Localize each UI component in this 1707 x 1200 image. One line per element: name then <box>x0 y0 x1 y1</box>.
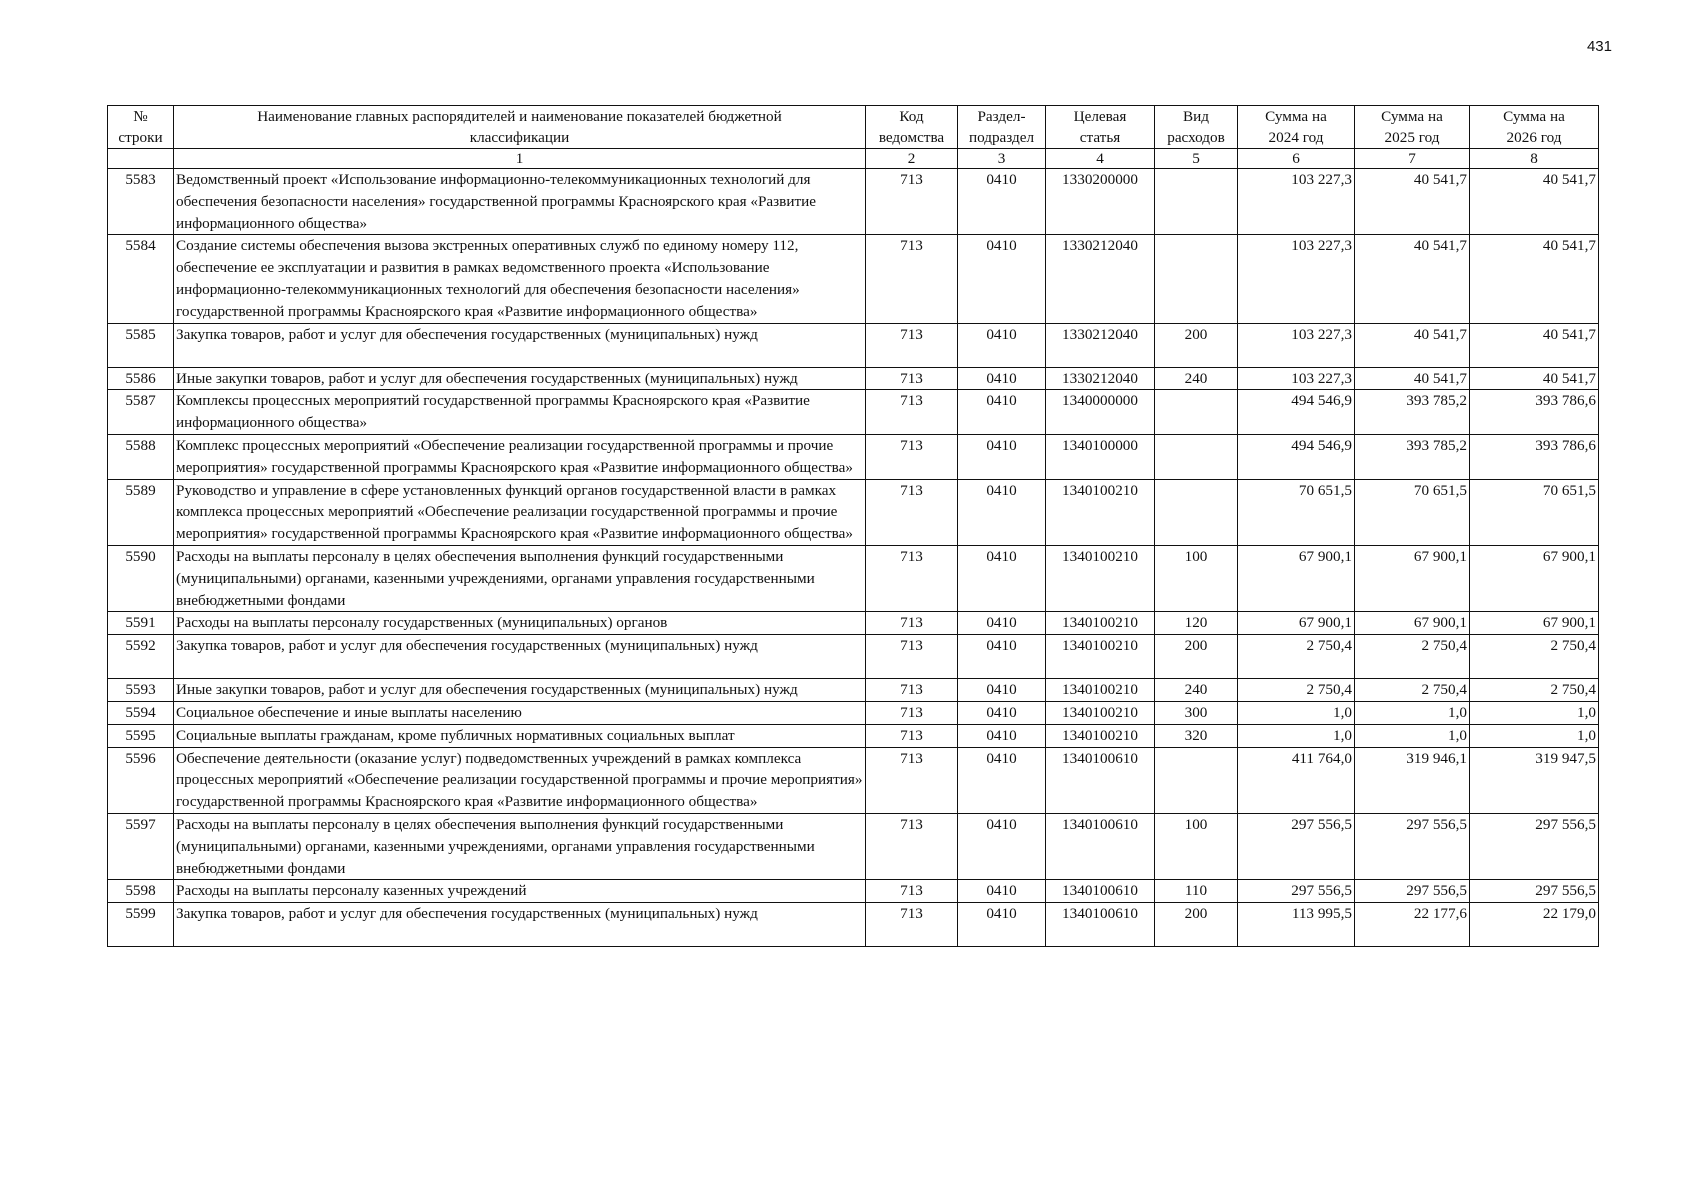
column-number: 7 <box>1355 149 1470 169</box>
dept-code: 713 <box>866 679 958 702</box>
target-code: 1340100210 <box>1046 679 1155 702</box>
table-row <box>108 479 1599 545</box>
section-code: 0410 <box>958 235 1046 323</box>
expense-type <box>1155 747 1238 813</box>
section-code: 0410 <box>958 724 1046 747</box>
row-number: 5596 <box>108 747 174 813</box>
row-number: 5591 <box>108 612 174 635</box>
table-header <box>108 106 1599 169</box>
sum-2026: 40 541,7 <box>1470 367 1599 390</box>
sum-2025: 2 750,4 <box>1355 635 1470 679</box>
table-row <box>108 434 1599 479</box>
column-number: 1 <box>174 149 866 169</box>
sum-2024: 411 764,0 <box>1238 747 1355 813</box>
dept-code: 713 <box>866 701 958 724</box>
sum-2025: 70 651,5 <box>1355 479 1470 545</box>
sum-2026: 40 541,7 <box>1470 323 1599 367</box>
header-line: классификации <box>469 129 570 146</box>
row-number: 5598 <box>108 880 174 903</box>
target-code: 1340100210 <box>1046 545 1155 611</box>
sum-2025: 67 900,1 <box>1355 545 1470 611</box>
dept-code: 713 <box>866 390 958 435</box>
expense-type <box>1155 235 1238 323</box>
expense-type: 110 <box>1155 880 1238 903</box>
header-dept-code <box>866 106 958 149</box>
sum-2026: 67 900,1 <box>1470 612 1599 635</box>
section-code: 0410 <box>958 545 1046 611</box>
row-number: 5588 <box>108 434 174 479</box>
sum-2024: 2 750,4 <box>1238 679 1355 702</box>
sum-2025: 319 946,1 <box>1355 747 1470 813</box>
row-number: 5597 <box>108 813 174 879</box>
section-code: 0410 <box>958 679 1046 702</box>
expense-type <box>1155 169 1238 235</box>
row-number: 5593 <box>108 679 174 702</box>
sum-2025: 22 177,6 <box>1355 903 1470 947</box>
column-number: 5 <box>1155 149 1238 169</box>
row-name: Руководство и управление в сфере установленных функций органов государственной власти в рамках комплекса процессных мероприятий «Обеспечение реализации государственной программы и прочие мероприятия» государственной программы Красноярского края «Развитие информационного общества» <box>174 479 866 545</box>
dept-code: 713 <box>866 612 958 635</box>
sum-2024: 70 651,5 <box>1238 479 1355 545</box>
target-code: 1340100000 <box>1046 434 1155 479</box>
column-number-row <box>108 149 1599 169</box>
sum-2026: 67 900,1 <box>1470 545 1599 611</box>
header-line: Целевая <box>1073 108 1127 125</box>
sum-2024: 103 227,3 <box>1238 323 1355 367</box>
sum-2026: 1,0 <box>1470 701 1599 724</box>
sum-2025: 1,0 <box>1355 701 1470 724</box>
row-name: Социальное обеспечение и иные выплаты населению <box>174 701 866 724</box>
expense-type: 240 <box>1155 679 1238 702</box>
header-line: строки <box>118 129 163 146</box>
header-sum-2024 <box>1238 106 1355 149</box>
row-name: Расходы на выплаты персоналу в целях обеспечения выполнения функций государственными (муниципальными) органами, казенными учреждениями, органами управления государственными внебюджетными фондами <box>174 813 866 879</box>
target-code: 1340100210 <box>1046 724 1155 747</box>
section-code: 0410 <box>958 612 1046 635</box>
row-name: Закупка товаров, работ и услуг для обеспечения государственных (муниципальных) нужд <box>174 323 866 367</box>
header-line: № <box>133 108 148 125</box>
sum-2024: 103 227,3 <box>1238 169 1355 235</box>
target-code: 1340100210 <box>1046 612 1155 635</box>
sum-2025: 393 785,2 <box>1355 390 1470 435</box>
table-row <box>108 903 1599 947</box>
header-line: ведомства <box>878 129 945 146</box>
header-line: 2026 год <box>1506 129 1562 146</box>
row-number: 5585 <box>108 323 174 367</box>
section-code: 0410 <box>958 813 1046 879</box>
row-number: 5592 <box>108 635 174 679</box>
section-code: 0410 <box>958 390 1046 435</box>
table-row <box>108 724 1599 747</box>
sum-2025: 40 541,7 <box>1355 235 1470 323</box>
target-code: 1340000000 <box>1046 390 1155 435</box>
sum-2024: 494 546,9 <box>1238 390 1355 435</box>
table-row <box>108 612 1599 635</box>
sum-2024: 113 995,5 <box>1238 903 1355 947</box>
sum-2025: 2 750,4 <box>1355 679 1470 702</box>
sum-2026: 40 541,7 <box>1470 169 1599 235</box>
sum-2026: 1,0 <box>1470 724 1599 747</box>
expense-type: 200 <box>1155 635 1238 679</box>
header-row-number <box>108 106 174 149</box>
expense-type: 100 <box>1155 545 1238 611</box>
budget-table <box>107 105 1599 947</box>
section-code: 0410 <box>958 169 1046 235</box>
column-number: 2 <box>866 149 958 169</box>
header-target <box>1046 106 1155 149</box>
row-name: Расходы на выплаты персоналу государственных (муниципальных) органов <box>174 612 866 635</box>
target-code: 1330212040 <box>1046 235 1155 323</box>
row-name: Ведомственный проект «Использование информационно-телекоммуникационных технологий для обеспечения безопасности населения» государственной программы Красноярского края «Развитие информационного общества» <box>174 169 866 235</box>
sum-2026: 297 556,5 <box>1470 813 1599 879</box>
sum-2024: 297 556,5 <box>1238 813 1355 879</box>
expense-type: 120 <box>1155 612 1238 635</box>
header-section <box>958 106 1046 149</box>
row-number: 5586 <box>108 367 174 390</box>
table-row <box>108 813 1599 879</box>
dept-code: 713 <box>866 434 958 479</box>
section-code: 0410 <box>958 323 1046 367</box>
target-code: 1340100210 <box>1046 701 1155 724</box>
sum-2024: 1,0 <box>1238 701 1355 724</box>
target-code: 1330212040 <box>1046 367 1155 390</box>
target-code: 1340100610 <box>1046 813 1155 879</box>
section-code: 0410 <box>958 479 1046 545</box>
target-code: 1340100610 <box>1046 880 1155 903</box>
header-line: Вид <box>1183 108 1209 125</box>
sum-2025: 297 556,5 <box>1355 813 1470 879</box>
dept-code: 713 <box>866 903 958 947</box>
dept-code: 713 <box>866 747 958 813</box>
header-line: Сумма на <box>1503 108 1565 125</box>
section-code: 0410 <box>958 635 1046 679</box>
section-code: 0410 <box>958 903 1046 947</box>
section-code: 0410 <box>958 701 1046 724</box>
dept-code: 713 <box>866 169 958 235</box>
dept-code: 713 <box>866 479 958 545</box>
expense-type: 240 <box>1155 367 1238 390</box>
target-code: 1340100210 <box>1046 479 1155 545</box>
sum-2026: 393 786,6 <box>1470 434 1599 479</box>
expense-type: 200 <box>1155 323 1238 367</box>
expense-type <box>1155 434 1238 479</box>
sum-2024: 2 750,4 <box>1238 635 1355 679</box>
header-line: расходов <box>1167 129 1225 146</box>
sum-2024: 494 546,9 <box>1238 434 1355 479</box>
dept-code: 713 <box>866 880 958 903</box>
sum-2024: 297 556,5 <box>1238 880 1355 903</box>
page-number: 431 <box>1586 38 1612 55</box>
expense-type <box>1155 479 1238 545</box>
dept-code: 713 <box>866 323 958 367</box>
sum-2024: 103 227,3 <box>1238 367 1355 390</box>
table-row <box>108 880 1599 903</box>
table-row <box>108 235 1599 323</box>
column-number: 6 <box>1238 149 1355 169</box>
row-name: Комплексы процессных мероприятий государственной программы Красноярского края «Развитие информационного общества» <box>174 390 866 435</box>
sum-2025: 40 541,7 <box>1355 169 1470 235</box>
row-number: 5589 <box>108 479 174 545</box>
dept-code: 713 <box>866 813 958 879</box>
dept-code: 713 <box>866 367 958 390</box>
section-code: 0410 <box>958 367 1046 390</box>
row-name: Комплекс процессных мероприятий «Обеспечение реализации государственной программы и прочие мероприятия» государственной программы Красноярского края «Развитие информационного общества» <box>174 434 866 479</box>
section-code: 0410 <box>958 880 1046 903</box>
header-line: 2025 год <box>1384 129 1440 146</box>
header-line: Сумма на <box>1265 108 1327 125</box>
sum-2024: 67 900,1 <box>1238 545 1355 611</box>
sum-2026: 70 651,5 <box>1470 479 1599 545</box>
table-row <box>108 635 1599 679</box>
sum-2024: 67 900,1 <box>1238 612 1355 635</box>
table-row <box>108 545 1599 611</box>
row-name: Расходы на выплаты персоналу в целях обеспечения выполнения функций государственными (муниципальными) органами, казенными учреждениями, органами управления государственными внебюджетными фондами <box>174 545 866 611</box>
header-line: Наименование главных распорядителей и наименование показателей бюджетной <box>257 108 782 125</box>
header-expense-type <box>1155 106 1238 149</box>
expense-type: 320 <box>1155 724 1238 747</box>
row-number: 5599 <box>108 903 174 947</box>
sum-2026: 2 750,4 <box>1470 679 1599 702</box>
table-row <box>108 323 1599 367</box>
dept-code: 713 <box>866 724 958 747</box>
sum-2025: 67 900,1 <box>1355 612 1470 635</box>
sum-2025: 393 785,2 <box>1355 434 1470 479</box>
row-name: Закупка товаров, работ и услуг для обеспечения государственных (муниципальных) нужд <box>174 635 866 679</box>
row-number: 5594 <box>108 701 174 724</box>
target-code: 1330200000 <box>1046 169 1155 235</box>
row-name: Иные закупки товаров, работ и услуг для обеспечения государственных (муниципальных) нужд <box>174 679 866 702</box>
sum-2026: 393 786,6 <box>1470 390 1599 435</box>
row-name: Закупка товаров, работ и услуг для обеспечения государственных (муниципальных) нужд <box>174 903 866 947</box>
table-row <box>108 367 1599 390</box>
sum-2024: 1,0 <box>1238 724 1355 747</box>
target-code: 1340100210 <box>1046 635 1155 679</box>
expense-type <box>1155 390 1238 435</box>
header-sum-2026 <box>1470 106 1599 149</box>
table-body <box>108 169 1599 947</box>
row-number: 5584 <box>108 235 174 323</box>
sum-2026: 297 556,5 <box>1470 880 1599 903</box>
table-row <box>108 701 1599 724</box>
sum-2025: 40 541,7 <box>1355 323 1470 367</box>
sum-2025: 297 556,5 <box>1355 880 1470 903</box>
sum-2026: 2 750,4 <box>1470 635 1599 679</box>
dept-code: 713 <box>866 235 958 323</box>
column-number <box>108 149 174 169</box>
target-code: 1340100610 <box>1046 747 1155 813</box>
expense-type: 100 <box>1155 813 1238 879</box>
table-row <box>108 390 1599 435</box>
table-row <box>108 747 1599 813</box>
section-code: 0410 <box>958 434 1046 479</box>
sum-2024: 103 227,3 <box>1238 235 1355 323</box>
header-line: 2024 год <box>1268 129 1324 146</box>
section-code: 0410 <box>958 747 1046 813</box>
column-number: 8 <box>1470 149 1599 169</box>
dept-code: 713 <box>866 545 958 611</box>
header-line: Код <box>899 108 924 125</box>
row-number: 5583 <box>108 169 174 235</box>
dept-code: 713 <box>866 635 958 679</box>
sum-2026: 22 179,0 <box>1470 903 1599 947</box>
sum-2026: 40 541,7 <box>1470 235 1599 323</box>
row-name: Обеспечение деятельности (оказание услуг) подведомственных учреждений в рамках комплекса процессных мероприятий «Обеспечение реализации государственной программы и прочие мероприятия» государственной программы Красноярского края «Развитие информационного общества» <box>174 747 866 813</box>
sum-2026: 319 947,5 <box>1470 747 1599 813</box>
table-row <box>108 169 1599 235</box>
row-number: 5595 <box>108 724 174 747</box>
column-number: 4 <box>1046 149 1155 169</box>
row-name: Социальные выплаты гражданам, кроме публичных нормативных социальных выплат <box>174 724 866 747</box>
header-line: статья <box>1079 129 1121 146</box>
header-name <box>174 106 866 149</box>
table-row <box>108 679 1599 702</box>
header-sum-2025 <box>1355 106 1470 149</box>
header-line: подраздел <box>968 129 1035 146</box>
row-number: 5587 <box>108 390 174 435</box>
row-number: 5590 <box>108 545 174 611</box>
target-code: 1330212040 <box>1046 323 1155 367</box>
sum-2025: 1,0 <box>1355 724 1470 747</box>
column-number: 3 <box>958 149 1046 169</box>
row-name: Расходы на выплаты персоналу казенных учреждений <box>174 880 866 903</box>
row-name: Создание системы обеспечения вызова экстренных оперативных служб по единому номеру 112, обеспечение ее эксплуатации и развития в рамках ведомственного проекта «Использование информационно-телекоммуникационных технологий для обеспечения безопасности населения» государственной программы Красноярского края «Развитие информационного общества» <box>174 235 866 323</box>
header-line: Сумма на <box>1381 108 1443 125</box>
expense-type: 300 <box>1155 701 1238 724</box>
expense-type: 200 <box>1155 903 1238 947</box>
sum-2025: 40 541,7 <box>1355 367 1470 390</box>
row-name: Иные закупки товаров, работ и услуг для обеспечения государственных (муниципальных) нужд <box>174 367 866 390</box>
target-code: 1340100610 <box>1046 903 1155 947</box>
header-line: Раздел- <box>977 108 1026 125</box>
